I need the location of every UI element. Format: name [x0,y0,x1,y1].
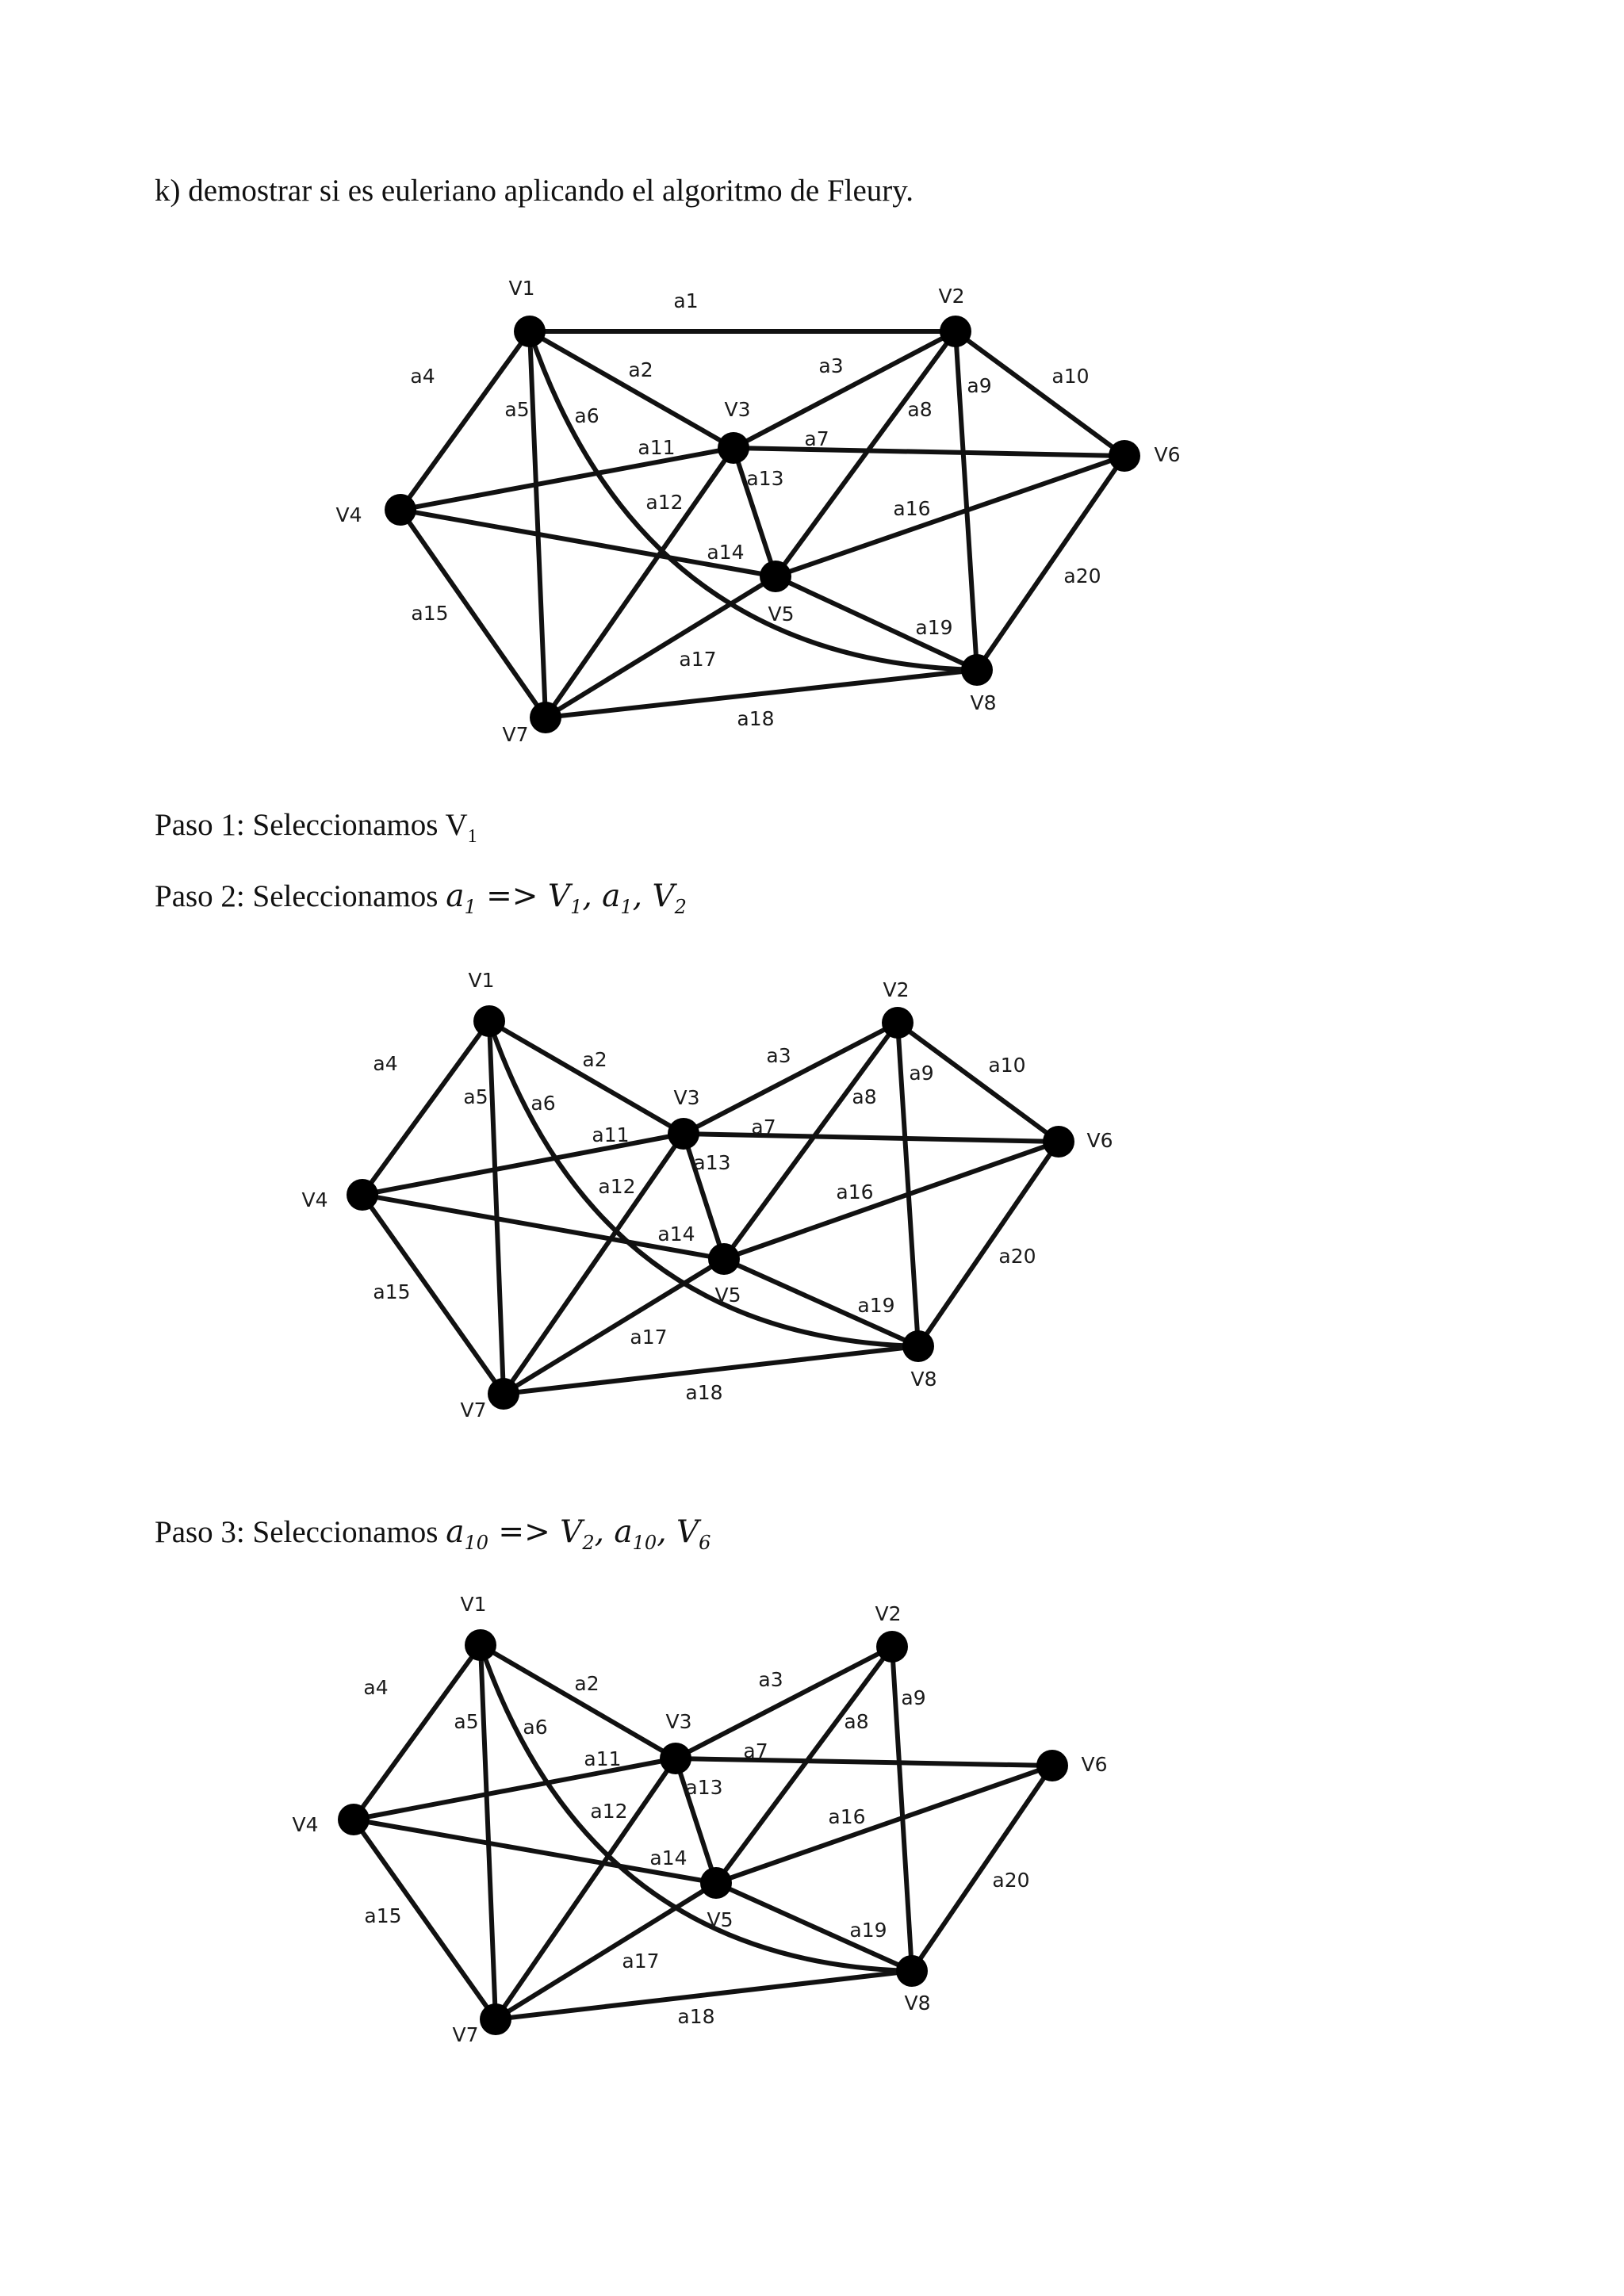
edge-label-a14: a14 [649,1846,688,1869]
edge-a2 [481,1645,676,1758]
edge-a8 [724,1023,898,1259]
edge-a8 [716,1647,892,1883]
edge-label-a12: a12 [645,491,684,514]
edge-label-a17: a17 [679,648,717,671]
edge-label-a13: a13 [746,467,784,490]
vertex-V3 [660,1743,691,1774]
edge-label-a16: a16 [828,1805,866,1828]
vertex-label-V7: V7 [502,723,529,746]
vertex-V8 [896,1955,928,1987]
edge-a7 [733,448,1124,456]
edge-label-a18: a18 [677,2005,715,2028]
vertex-label-V6: V6 [1081,1753,1108,1776]
vertex-label-V8: V8 [904,1992,931,2015]
edge-label-a4: a4 [373,1052,398,1075]
edge-a11 [400,448,733,510]
vertex-label-V4: V4 [335,503,362,526]
edge-label-a20: a20 [1063,564,1101,587]
edge-label-a20: a20 [998,1245,1036,1268]
edge-label-a14: a14 [657,1223,695,1246]
edge-label-a9: a9 [967,374,992,397]
vertex-V5 [700,1867,732,1899]
edge-a7 [676,1758,1052,1766]
edge-a3 [676,1647,892,1758]
vertex-V7 [530,702,561,733]
edge-label-a9: a9 [901,1686,926,1709]
edge-label-a15: a15 [364,1904,402,1927]
edge-label-a16: a16 [836,1181,874,1203]
vertex-label-V1: V1 [468,969,495,992]
edge-label-a6: a6 [530,1092,556,1115]
edge-a3 [684,1023,898,1134]
edge-label-a17: a17 [630,1326,668,1349]
edge-label-a19: a19 [915,616,953,639]
edge-label-a9: a9 [909,1062,934,1085]
edge-a7 [684,1134,1059,1142]
edge-a2 [530,331,733,448]
vertex-label-V6: V6 [1086,1129,1113,1152]
edge-label-a4: a4 [363,1676,389,1699]
graph-1 [335,277,1180,746]
vertex-V3 [718,432,749,464]
vertex-V8 [902,1330,934,1362]
edge-label-a19: a19 [857,1294,895,1317]
edge-label-a8: a8 [852,1085,877,1108]
edge-a20 [912,1766,1052,1971]
edge-label-a3: a3 [818,354,844,377]
edge-a5 [530,331,546,718]
vertex-label-V1: V1 [508,277,535,300]
vertex-label-V7: V7 [460,1399,487,1422]
vertex-V2 [882,1007,914,1039]
heading: k) demostrar si es euleriano aplicando el algoritmo de Fleury. [155,174,914,208]
vertex-label-V3: V3 [673,1086,700,1109]
vertex-V1 [465,1629,496,1661]
vertex-V5 [760,561,791,592]
graph-2 [301,969,1113,1422]
vertex-label-V4: V4 [292,1813,319,1836]
edge-a5 [481,1645,496,2019]
edge-label-a4: a4 [410,365,435,388]
edge-label-a12: a12 [590,1800,628,1823]
edge-a3 [733,331,956,448]
edge-label-a11: a11 [584,1747,622,1770]
edge-label-a11: a11 [592,1123,630,1146]
edge-label-a10: a10 [1051,365,1090,388]
vertex-label-V3: V3 [724,398,751,421]
edge-a5 [489,1021,504,1394]
vertex-V8 [961,654,993,686]
edge-label-a6: a6 [574,404,599,427]
edge-a12 [546,448,733,718]
vertex-label-V7: V7 [452,2023,479,2046]
edge-label-a3: a3 [758,1668,783,1691]
vertex-label-V5: V5 [768,603,795,626]
vertex-V2 [876,1631,908,1663]
vertex-label-V2: V2 [875,1602,902,1625]
vertex-V1 [514,316,546,347]
edge-label-a15: a15 [411,602,449,625]
edge-label-a5: a5 [454,1710,479,1733]
edge-label-a5: a5 [463,1085,488,1108]
edge-label-a8: a8 [844,1710,869,1733]
vertex-label-V5: V5 [714,1284,741,1307]
vertex-label-V5: V5 [707,1908,733,1931]
step-3-text: Paso 3: Seleccionamos $a_{10} => V_2$, $a_{10}$, $V_6$ [155,1514,711,1554]
edge-label-a2: a2 [582,1048,607,1071]
edge-label-a12: a12 [598,1175,636,1198]
edge-a16 [776,456,1124,576]
edge-a20 [977,456,1124,670]
vertex-V4 [338,1804,370,1835]
edge-label-a19: a19 [849,1919,887,1942]
vertex-label-V1: V1 [460,1593,487,1616]
edge-a2 [489,1021,684,1134]
edge-label-a6: a6 [523,1716,548,1739]
graph-3 [292,1593,1107,2046]
vertex-V7 [488,1378,519,1410]
vertex-label-V4: V4 [301,1188,328,1211]
edge-a20 [918,1142,1059,1346]
vertex-V1 [473,1005,505,1037]
edge-label-a1: a1 [673,289,699,312]
edge-label-a2: a2 [574,1672,599,1695]
edge-label-a7: a7 [751,1115,776,1138]
edge-label-a15: a15 [373,1280,411,1303]
edge-label-a18: a18 [685,1381,723,1404]
vertex-label-V6: V6 [1154,443,1181,466]
vertex-V3 [668,1118,699,1150]
edge-label-a7: a7 [804,427,829,450]
edge-label-a8: a8 [907,398,933,421]
vertex-V6 [1036,1750,1068,1781]
edge-label-a17: a17 [622,1950,660,1973]
vertex-label-V2: V2 [883,978,910,1001]
edge-label-a18: a18 [737,707,775,730]
vertex-V6 [1043,1126,1074,1158]
vertex-V6 [1109,440,1140,472]
vertex-V7 [480,2003,511,2035]
edge-label-a16: a16 [893,497,931,520]
edge-label-a10: a10 [988,1054,1026,1077]
edge-label-a2: a2 [628,358,653,381]
vertex-V2 [940,316,971,347]
edge-label-a7: a7 [743,1739,768,1762]
vertex-V5 [708,1243,740,1275]
step-1-text: Paso 1: Seleccionamos $V_1$ [155,808,477,847]
vertex-V4 [347,1179,378,1211]
edge-label-a13: a13 [685,1776,723,1799]
edge-label-a14: a14 [707,541,745,564]
edge-label-a11: a11 [638,436,676,459]
vertex-label-V2: V2 [938,285,965,308]
step-2-text: Paso 2: Seleccionamos $a_1 => V_1$, $a_1$, $V_2$ [155,878,687,918]
edge-label-a20: a20 [992,1869,1030,1892]
edge-a16 [716,1766,1052,1883]
edge-label-a3: a3 [766,1044,791,1067]
vertex-label-V8: V8 [910,1368,937,1391]
edge-label-a13: a13 [693,1151,731,1174]
edge-a16 [724,1142,1059,1259]
vertex-V4 [385,494,416,526]
edge-label-a5: a5 [504,398,530,421]
vertex-label-V3: V3 [665,1710,692,1733]
vertex-label-V8: V8 [970,691,997,714]
